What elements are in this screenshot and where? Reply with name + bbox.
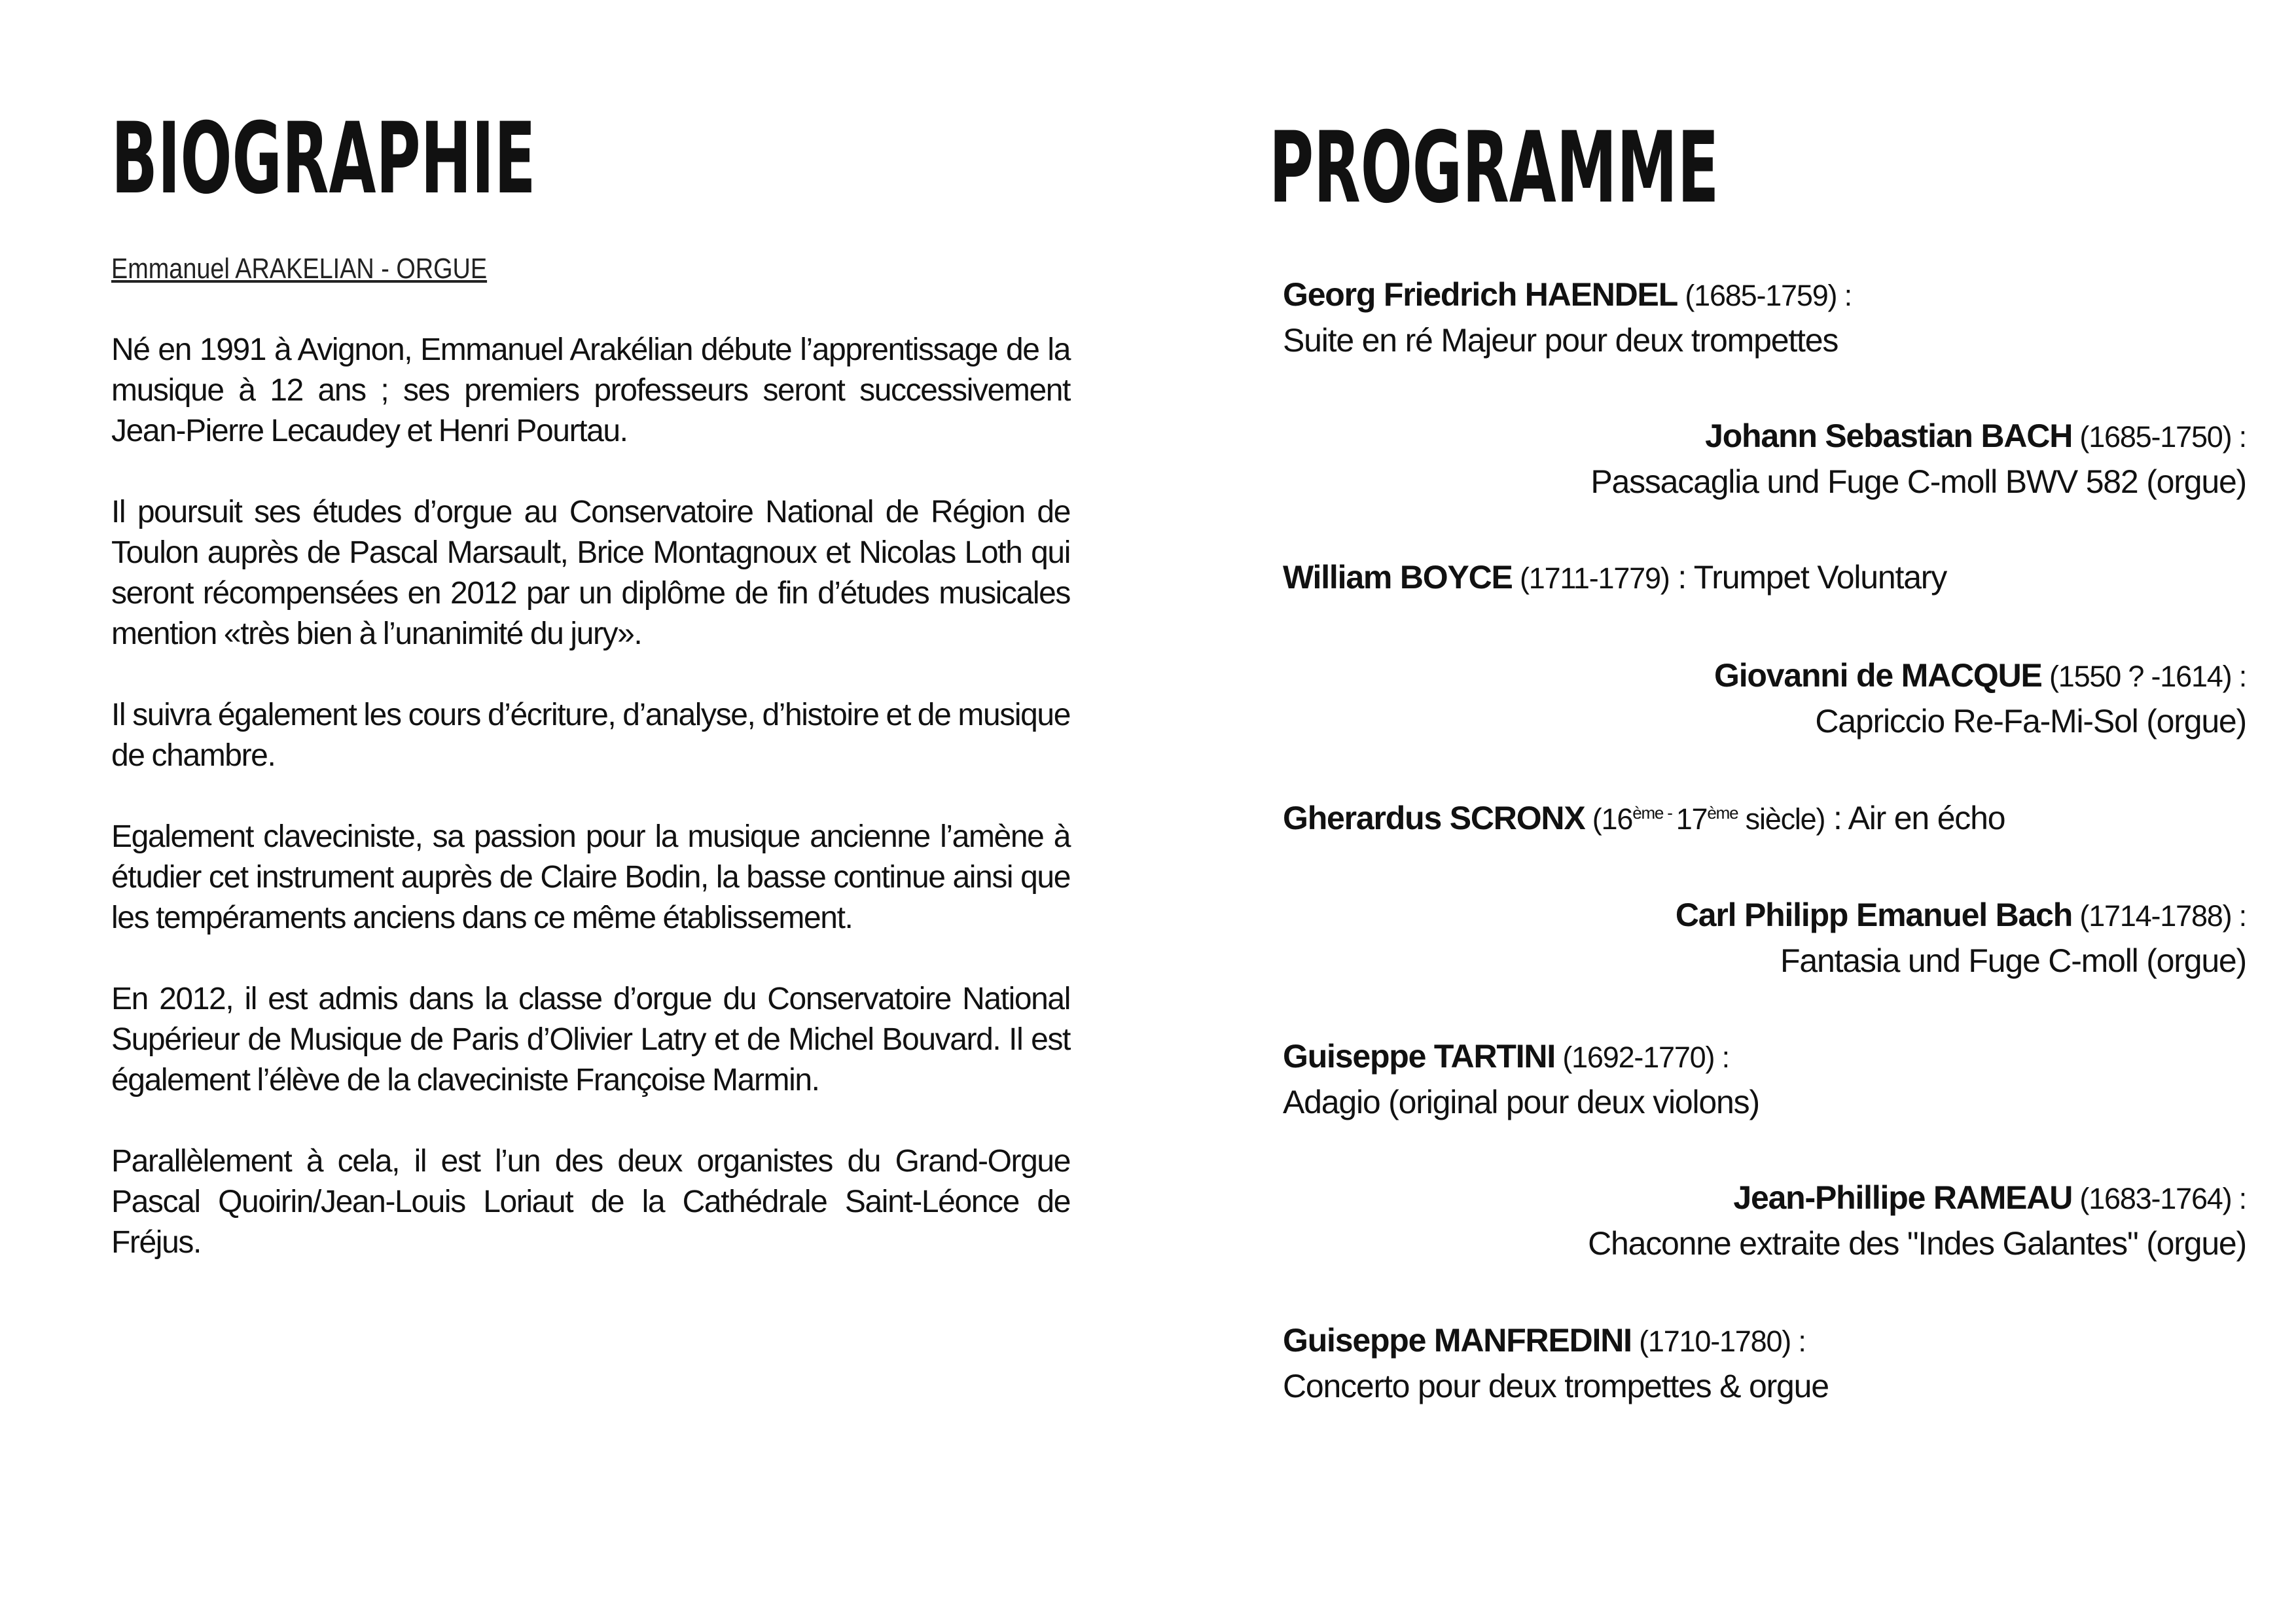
programme-entry: [1283, 796, 2005, 842]
composer-dates: (1692-1770) :: [1555, 1041, 1729, 1074]
composer-name: Gherardus SCRONX: [1283, 800, 1585, 836]
work-title: Adagio (original pour deux violons): [1283, 1084, 1759, 1120]
biography-heading: BIOGRAPHIE: [111, 102, 536, 216]
composer-name: Georg Friedrich HAENDEL: [1283, 276, 1678, 313]
composer-dates: (1714-1788) :: [2072, 899, 2246, 933]
programme-entry: [1283, 1034, 1759, 1124]
composer-name: Johann Sebastian BACH: [1705, 418, 2073, 454]
work-title: Passacaglia und Fuge C-moll BWV 582 (orgue): [1590, 463, 2246, 500]
programme-entry: [1676, 893, 2246, 983]
biography-paragraph: Parallèlement à cela, il est l’un des deux organistes du Grand-Orgue Pascal Quoirin/Jean-Louis Loriaut de la Cathédrale Saint-Léonce de Fréjus.: [111, 1144, 1070, 1260]
composer-dates: [1585, 802, 1825, 836]
biography-paragraph: Né en 1991 à Avignon, Emmanuel Arakélian débute l’apprentissage de la musique à 12 ans ; ses premiers professeurs seront successivement Jean-Pierre Lecaudey et Henri Pourtau.: [111, 332, 1070, 448]
composer-dates: (1683-1764) :: [2072, 1182, 2246, 1215]
composer-name: Carl Philipp Emanuel Bach: [1675, 897, 2073, 933]
composer-name: Jean-Phillipe RAMEAU: [1733, 1179, 2073, 1216]
ordinal-superscript: ème -: [1632, 803, 1676, 823]
composer-name: Giovanni de MACQUE: [1714, 657, 2042, 694]
biography-paragraph: Il poursuit ses études d’orgue au Conservatoire National de Région de Toulon auprès de Pascal Marsault, Brice Montagnoux et Nicolas Loth qui seront récompensées en 2012 par un diplôme de fin d’études musicales mention «très bien à l’unanimité du jury».: [111, 495, 1070, 651]
composer-name: Guiseppe TARTINI: [1283, 1038, 1556, 1075]
work-title: : Trumpet Voluntary: [1669, 559, 1947, 596]
dates-mid: 17: [1676, 802, 1708, 836]
composer-name: Guiseppe MANFREDINI: [1283, 1322, 1632, 1359]
work-title: Chaconne extraite des "Indes Galantes" (orgue): [1588, 1225, 2246, 1262]
work-title: Capriccio Re-Fa-Mi-Sol (orgue): [1815, 703, 2246, 740]
programme-entry: [1714, 653, 2246, 743]
programme-entry: [1588, 1175, 2246, 1266]
dates-close: siècle): [1738, 802, 1825, 836]
composer-name: William BOYCE: [1283, 559, 1513, 596]
composer-dates: (1685-1759) :: [1677, 279, 1852, 312]
programme-heading: PROGRAMME: [1269, 111, 1719, 225]
composer-dates: (1710-1780) :: [1631, 1325, 1806, 1358]
composer-dates: (1550 ? -1614) :: [2041, 660, 2246, 693]
work-title: Suite en ré Majeur pour deux trompettes: [1283, 322, 1839, 359]
biography-body: [111, 249, 1070, 1304]
biography-paragraph: Egalement claveciniste, sa passion pour la musique ancienne l’amène à étudier cet instrument auprès de Claire Bodin, la basse continue ainsi que les tempéraments anciens dans ce même établissement.: [111, 819, 1070, 935]
composer-dates: (1685-1750) :: [2072, 420, 2246, 454]
biography-subtitle: Emmanuel ARAKELIAN - ORGUE: [111, 253, 488, 285]
programme-page: [1148, 0, 2296, 1623]
programme-entry: [1283, 272, 1852, 363]
work-title: Fantasia und Fuge C-moll (orgue): [1780, 942, 2246, 979]
ordinal-superscript: ème: [1707, 803, 1738, 823]
work-title: : Air en écho: [1825, 800, 2005, 836]
composer-dates: (1711-1779): [1512, 562, 1670, 595]
work-title: Concerto pour deux trompettes & orgue: [1283, 1368, 1829, 1404]
biography-paragraph: Il suivra également les cours d’écriture, d’analyse, d’histoire et de musique de chambre.: [111, 698, 1070, 773]
programme-entry: [1283, 555, 1946, 601]
programme-entry: [1590, 414, 2246, 504]
dates-open: (16: [1585, 802, 1633, 836]
programme-entry: [1283, 1318, 1829, 1408]
biography-paragraph: En 2012, il est admis dans la classe d’orgue du Conservatoire National Supérieur de Musique de Paris d’Olivier Latry et de Michel Bouvard. Il est également l’élève de la claveciniste Françoise Marmin.: [111, 982, 1070, 1097]
